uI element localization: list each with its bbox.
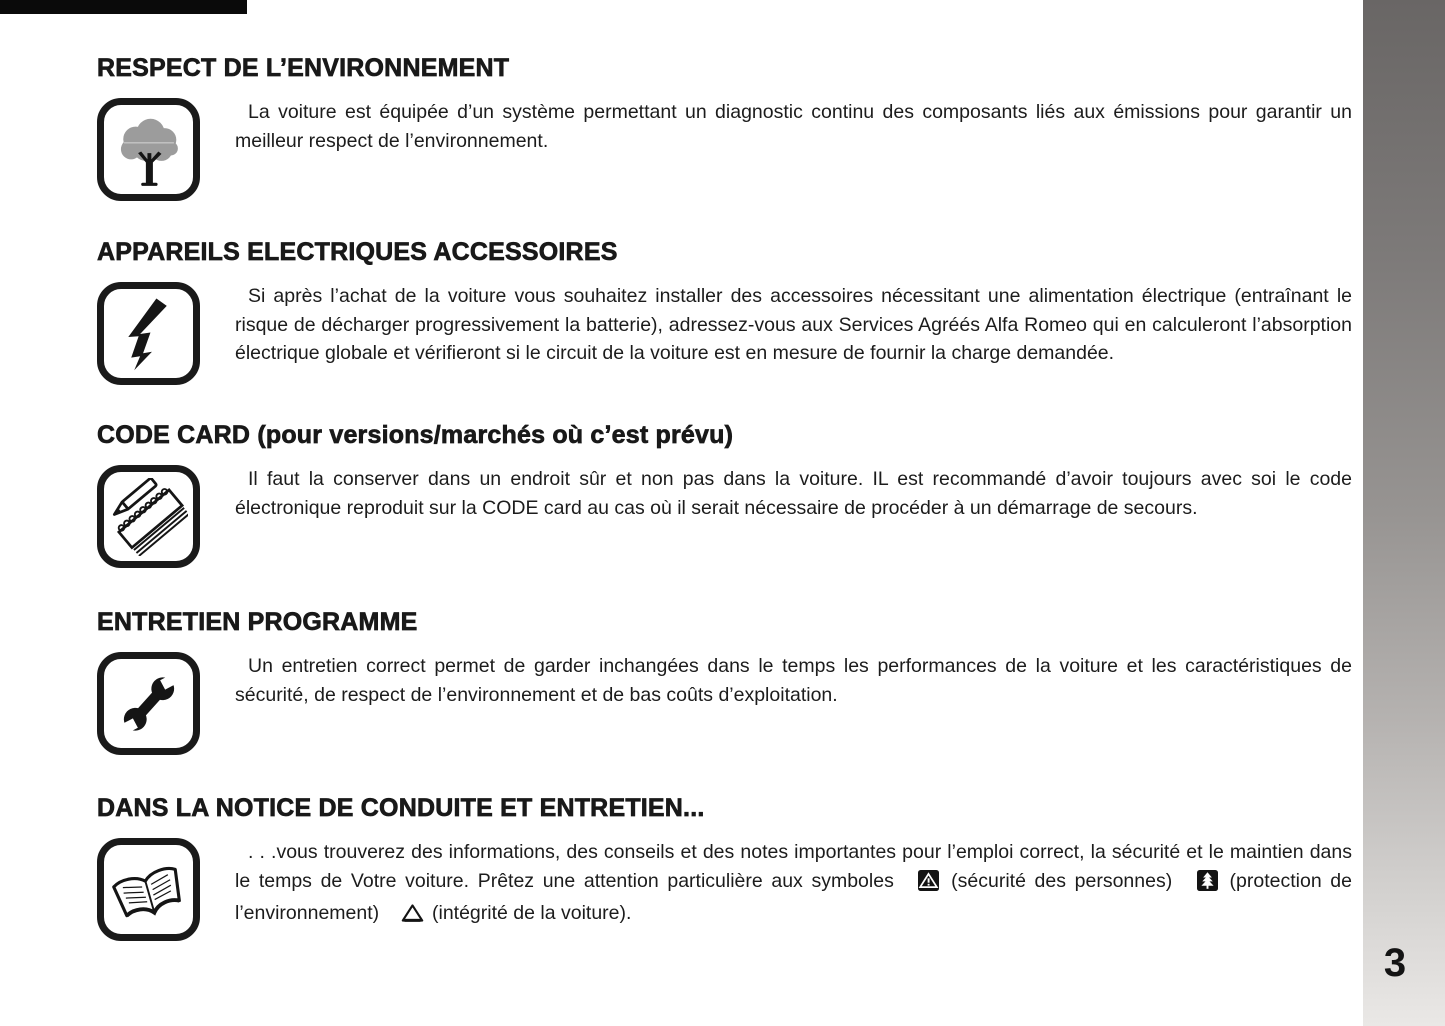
section-body: Un entretien correct permet de garder inchangées dans le temps les performances de la voiture et les caractéristiques de sécurité, de respect de l’environnement et de bas coûts d’exploitation.	[235, 655, 1352, 706]
section-heading: CODE CARD (pour versions/marchés où c’est prévu)	[97, 421, 734, 449]
tree-icon	[97, 98, 200, 201]
lightning-bolt-icon	[97, 282, 200, 385]
page-number: 3	[1383, 941, 1407, 985]
section-heading: RESPECT DE L’ENVIRONNEMENT	[97, 54, 510, 82]
section-body	[235, 838, 1352, 932]
section-body: Il faut la conserver dans un endroit sûr et non pas dans la voiture. IL est recommandé d’avoir toujours avec soi le code électronique reproduit sur la CODE card au cas où il serait nécessaire de procéder à un démarrage de secours.	[235, 468, 1352, 519]
section-scheduled-maintenance	[97, 609, 1353, 755]
scan-corner-mark	[0, 0, 247, 14]
person-safety-icon	[905, 870, 939, 900]
section-body: La voiture est équipée d’un système permettant un diagnostic continu des composants liés aux émissions pour garantir un meilleur respect de l’environnement.	[235, 101, 1352, 152]
environment-protection-icon	[1184, 870, 1218, 900]
safety-label: (sécurité des personnes)	[951, 869, 1173, 892]
section-heading: APPAREILS ELECTRIQUES ACCESSOIRES	[97, 238, 618, 266]
section-owner-handbook	[97, 795, 1353, 941]
section-code-card	[97, 422, 1353, 568]
page-edge-gradient-bar	[1363, 0, 1445, 1026]
integrity-label: (intégrité de la voiture).	[432, 902, 632, 924]
section-environment	[97, 55, 1353, 201]
code-card-icon	[97, 465, 200, 568]
section-heading: ENTRETIEN PROGRAMME	[97, 608, 418, 636]
section-heading: DANS LA NOTICE DE CONDUITE ET ENTRETIEN...	[97, 794, 705, 822]
body-text-lead: . . .vous trouverez des informations, des conseils et des notes importantes pour l’emploi correct, la sécurité et le maintien dans le temps de Votre voiture. Prêtez une attention particulière aux symboles	[235, 841, 1352, 892]
open-book-icon	[97, 838, 200, 941]
section-electrical-accessories	[97, 239, 1353, 385]
section-body: Si après l’achat de la voiture vous souhaitez installer des accessoires nécessitant une alimentation électrique (entraînant le risque de décharger progressivement la batterie), adressez-vous aux Services Agréés Alfa Romeo qui en calculeront l’absorption électrique globale et vérifieront si le circuit de la voiture est en mesure de fournir la charge demandée.	[235, 285, 1352, 364]
wrench-icon	[97, 652, 200, 755]
vehicle-integrity-icon	[388, 903, 424, 932]
environment-label: (protection de l’environnement)	[235, 869, 1353, 924]
